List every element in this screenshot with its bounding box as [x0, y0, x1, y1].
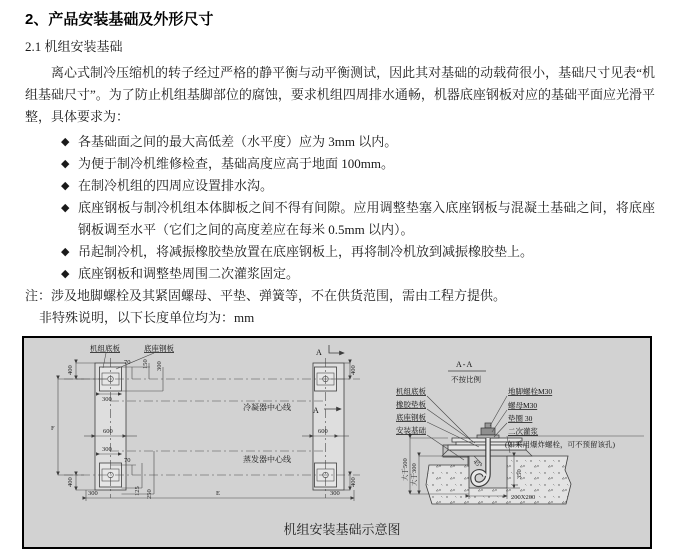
dim-300-bottom-right: 300 — [330, 490, 340, 497]
dim-250: 250 — [146, 489, 153, 499]
base-steel-plate-label: 底座钢板 — [144, 344, 174, 353]
dim-600-left: 600 — [103, 428, 113, 435]
dim-150-top: 150 — [142, 359, 149, 369]
list-item-text: 为便于制冷机维修检查，基础高度应高于地面 100mm。 — [78, 156, 394, 171]
dim-70-bottom: 70 — [124, 457, 131, 464]
dim-400-top-left: 400 — [67, 365, 74, 375]
requirements-list — [25, 131, 655, 285]
dim-300-top-plate: 300 — [102, 396, 112, 403]
concrete-foundation — [426, 456, 571, 504]
dim-70-top: 70 — [124, 359, 131, 366]
list-item-text: 底座钢板和调整垫周围二次灌浆固定。 — [78, 266, 300, 281]
diamond-bullet-icon: ◆ — [61, 202, 70, 214]
supply-note: 注：涉及地脚螺栓及其紧固螺母、平垫、弹簧等，不在供货范围，需由工程方提供。 — [25, 288, 507, 303]
rubber-pad-callout: 橡胶垫板 — [396, 400, 426, 409]
dim-e-span: E — [216, 490, 220, 497]
section-title: A-A — [456, 360, 474, 369]
base-steel-plate-callout: 底座钢板 — [396, 413, 426, 422]
dim-600-right: 600 — [318, 428, 328, 435]
section-heading: 2.1 机组安装基础 — [25, 39, 123, 54]
diamond-bullet-icon: ◆ — [61, 268, 70, 280]
anchor-nut — [481, 428, 495, 435]
dim-300-top: 300 — [156, 361, 163, 371]
not-to-scale-note: 不按比例 — [451, 375, 481, 384]
list-item — [61, 197, 655, 241]
dim-350: 350 — [516, 469, 523, 479]
condenser-centerline-label: 冷凝器中心线 — [243, 403, 291, 412]
foundation-drawing — [24, 338, 650, 547]
diamond-bullet-icon: ◆ — [61, 136, 70, 148]
evaporator-centerline-label: 蒸发器中心线 — [243, 455, 291, 464]
diagram-caption: 机组安装基础示意图 — [283, 522, 401, 537]
washer-callout: 垫圈 30 — [508, 414, 533, 423]
dim-400-bottom-right: 400 — [350, 477, 357, 487]
dim-400-bottom-left: 400 — [67, 477, 74, 487]
list-item — [61, 241, 655, 263]
unit-base-plate-callout: 机组底板 — [396, 387, 426, 396]
diamond-bullet-icon: ◆ — [61, 246, 70, 258]
list-item — [61, 131, 655, 153]
dim-f-overall: F — [51, 425, 55, 432]
diamond-bullet-icon: ◆ — [61, 180, 70, 192]
section-mark-a-mid: A — [313, 406, 319, 415]
list-item-text: 底座钢板与制冷机组本体脚板之间不得有间隙。应用调整垫塞入底座钢板与混凝土基础之间，将底座钢板调至水平（它们之间的高度差应在每米 0.5mm 以内）。 — [78, 200, 655, 237]
list-item — [61, 175, 655, 197]
intro-paragraph: 离心式制冷压缩机的转子经过严格的静平衡与动平衡测试，因此其对基础的动载荷很小，基础尺寸见表“机组基础尺寸”。为了防止机组基脚部位的腐蚀，要求机组四周排水通畅，机器底座钢板对应的基础平面应光滑平整，具体要求为： — [25, 65, 655, 124]
list-item-text: 在制冷机组的四周应设置排水沟。 — [78, 178, 274, 193]
section-mark-a-top: A — [316, 348, 322, 357]
list-item-text: 吊起制冷机，将减振橡胶垫放置在底座钢板上，再将制冷机放到减振橡胶垫上。 — [78, 244, 534, 259]
nut-callout: 螺母M30 — [508, 401, 538, 410]
unit-base-plate-label: 机组底板 — [90, 344, 120, 353]
list-item-text: 各基础面之间的最大高低差（水平度）应为 3mm 以内。 — [78, 134, 398, 149]
dim-300-bottom-left: 300 — [88, 490, 98, 497]
list-item — [61, 263, 655, 285]
dim-400-top-right: 400 — [350, 365, 357, 375]
unit-note: 非特殊说明，以下长度单位均为：mm — [39, 310, 255, 325]
dim-45-chamfer: 45° — [471, 458, 483, 470]
dim-125: 125 — [134, 486, 141, 496]
dim-200x200: 200X200 — [511, 494, 536, 501]
foundation-diagram — [22, 336, 652, 549]
anchor-bolt-callout: 地脚螺栓M30 — [508, 387, 553, 396]
dim-gt300: 大于300 — [411, 463, 418, 486]
install-foundation-callout: 安装基础 — [396, 426, 426, 435]
dim-300-bottom-plate: 300 — [102, 446, 112, 453]
grout-callout: 二次灌浆 — [508, 427, 538, 436]
page-title: 2、产品安装基础及外形尺寸 — [25, 11, 214, 28]
dim-gt500: 大于500 — [402, 458, 409, 481]
list-item — [61, 153, 655, 175]
diamond-bullet-icon: ◆ — [61, 158, 70, 170]
explosive-bolt-note: (如采用爆炸螺栓，可不预留该孔) — [505, 440, 615, 449]
